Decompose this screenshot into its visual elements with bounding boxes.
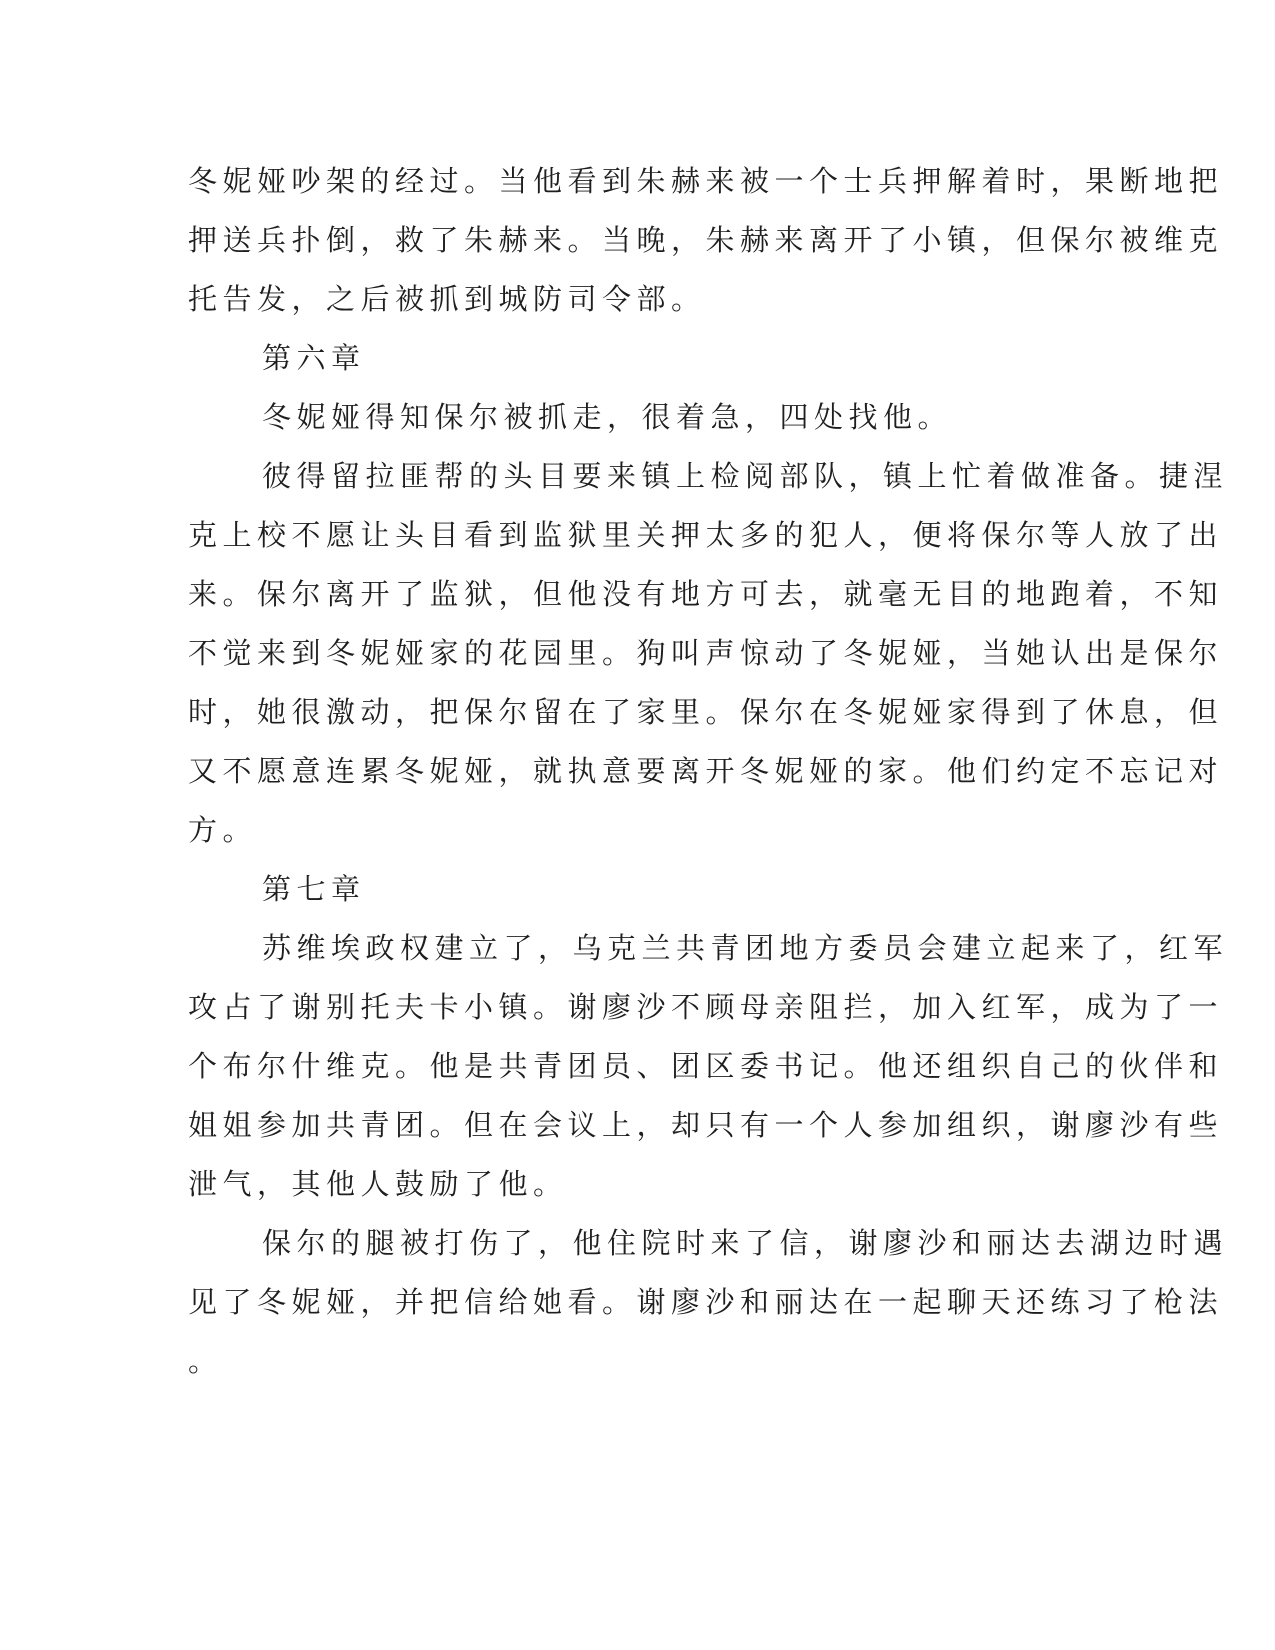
text-line: 苏维埃政权建立了，乌克兰共青团地方委员会建立起来了，红军 — [262, 931, 1229, 965]
text-line: 托告发，之后被抓到城防司令部。 — [188, 282, 706, 316]
text-line: 个布尔什维克。他是共青团员、团区委书记。他还组织自己的伙伴和 — [188, 1049, 1224, 1083]
chapter-heading: 第七章 — [262, 872, 366, 906]
text-line: 保尔的腿被打伤了，他住院时来了信，谢廖沙和丽达去湖边时遇 — [262, 1226, 1229, 1260]
text-line: 时，她很激动，把保尔留在了家里。保尔在冬妮娅家得到了休息，但 — [188, 695, 1224, 729]
text-line: 姐姐参加共青团。但在会议上，却只有一个人参加组织，谢廖沙有些 — [188, 1108, 1224, 1142]
text-line: 攻占了谢别托夫卡小镇。谢廖沙不顾母亲阻拦，加入红军，成为了一 — [188, 990, 1224, 1024]
text-line: 押送兵扑倒，救了朱赫来。当晚，朱赫来离开了小镇，但保尔被维克 — [188, 223, 1224, 257]
text-line: 泄气，其他人鼓励了他。 — [188, 1167, 568, 1201]
text-line: 来。保尔离开了监狱，但他没有地方可去，就毫无目的地跑着，不知 — [188, 577, 1224, 611]
text-line: 。 — [188, 1344, 223, 1378]
chapter-heading: 第六章 — [262, 341, 366, 375]
text-line: 见了冬妮娅，并把信给她看。谢廖沙和丽达在一起聊天还练习了枪法 — [188, 1285, 1224, 1319]
text-line: 克上校不愿让头目看到监狱里关押太多的犯人，便将保尔等人放了出 — [188, 518, 1224, 552]
text-line: 不觉来到冬妮娅家的花园里。狗叫声惊动了冬妮娅，当她认出是保尔 — [188, 636, 1224, 670]
text-line: 冬妮娅吵架的经过。当他看到朱赫来被一个士兵押解着时，果断地把 — [188, 164, 1224, 198]
text-line: 又不愿意连累冬妮娅，就执意要离开冬妮娅的家。他们约定不忘记对 — [188, 754, 1224, 788]
text-line: 冬妮娅得知保尔被抓走，很着急，四处找他。 — [262, 400, 953, 434]
text-line: 彼得留拉匪帮的头目要来镇上检阅部队，镇上忙着做准备。捷涅 — [262, 459, 1229, 493]
text-line: 方。 — [188, 813, 258, 847]
